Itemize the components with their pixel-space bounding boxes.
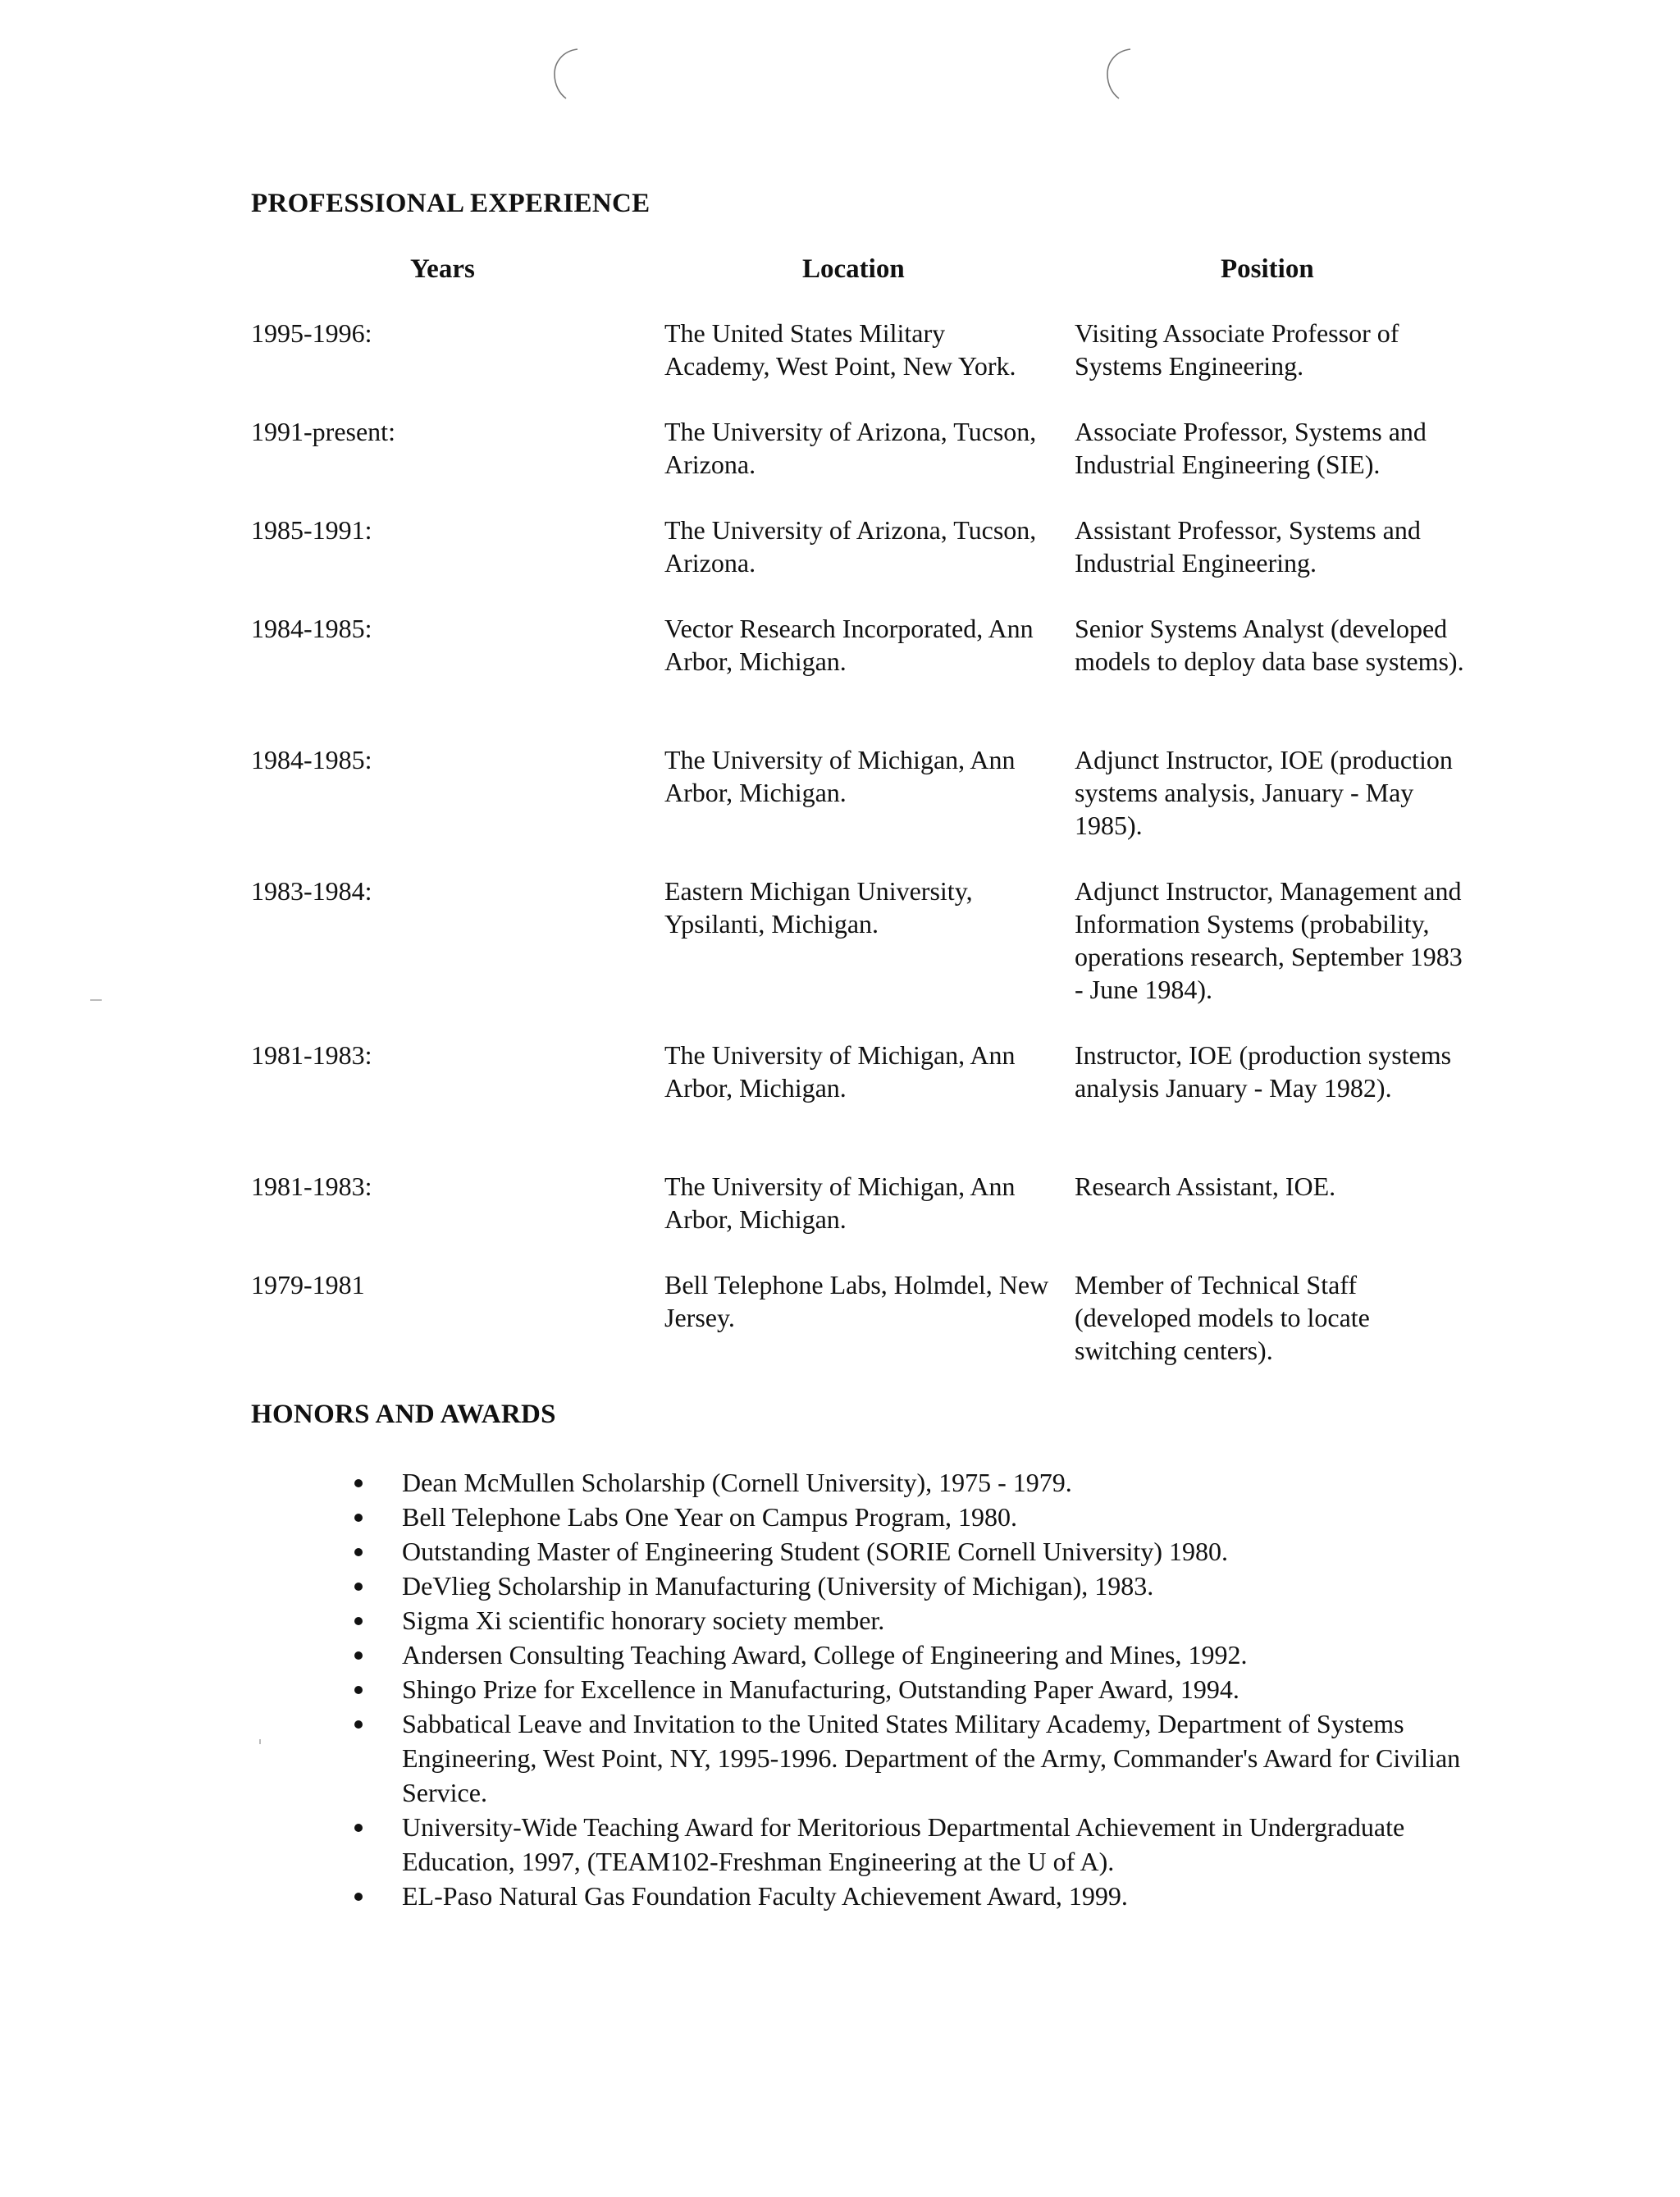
experience-years: 1984-1985: xyxy=(251,745,372,774)
experience-years: 1983-1984: xyxy=(251,876,372,906)
experience-position: Adjunct Instructor, IOE (production systems analysis, January - May 1985). xyxy=(1075,745,1453,840)
column-header-years: Years xyxy=(410,254,475,284)
experience-years: 1995-1996: xyxy=(251,318,372,348)
experience-location: Vector Research Incorporated, Ann Arbor, Michigan. xyxy=(664,614,1034,676)
award-text: DeVlieg Scholarship in Manufacturing (University of Michigan), 1983. xyxy=(402,1571,1154,1601)
experience-location: The University of Arizona, Tucson, Arizona. xyxy=(664,515,1037,578)
award-item xyxy=(402,1569,1468,1603)
award-text: Andersen Consulting Teaching Award, College of Engineering and Mines, 1992. xyxy=(402,1640,1248,1669)
punch-hole-mark-left xyxy=(548,44,581,110)
experience-years: 1981-1983: xyxy=(251,1040,372,1070)
scan-speck xyxy=(259,1739,261,1744)
award-item xyxy=(402,1706,1468,1810)
awards-list xyxy=(402,1465,1468,1913)
award-item xyxy=(402,1603,1468,1637)
bullet-icon xyxy=(354,1824,363,1832)
experience-location: The University of Arizona, Tucson, Arizona. xyxy=(664,417,1037,479)
experience-years: 1985-1991: xyxy=(251,515,372,545)
column-header-location: Location xyxy=(802,254,905,284)
award-text: Bell Telephone Labs One Year on Campus Program, 1980. xyxy=(402,1502,1017,1532)
experience-position: Member of Technical Staff (developed models to locate switching centers). xyxy=(1075,1270,1370,1365)
award-text: EL-Paso Natural Gas Foundation Faculty Achievement Award, 1999. xyxy=(402,1881,1128,1911)
bullet-icon xyxy=(354,1686,363,1694)
section-title-honors-and-awards: HONORS AND AWARDS xyxy=(251,1400,556,1429)
experience-position: Adjunct Instructor, Management and Information Systems (probability, operations research, September 1983 - June 1984). xyxy=(1075,876,1463,1004)
bullet-icon xyxy=(354,1514,363,1522)
bullet-icon xyxy=(354,1651,363,1660)
award-item xyxy=(402,1500,1468,1534)
bullet-icon xyxy=(354,1583,363,1591)
bullet-icon xyxy=(354,1479,363,1487)
experience-position: Research Assistant, IOE. xyxy=(1075,1172,1336,1201)
experience-location: The United States Military Academy, West Point, New York. xyxy=(664,318,1016,381)
scan-speck xyxy=(90,999,102,1001)
award-item xyxy=(402,1879,1468,1913)
experience-years: 1981-1983: xyxy=(251,1172,372,1201)
column-header-position: Position xyxy=(1221,254,1314,284)
experience-years: 1984-1985: xyxy=(251,614,372,643)
experience-location: The University of Michigan, Ann Arbor, Michigan. xyxy=(664,1172,1016,1234)
experience-position: Senior Systems Analyst (developed models to deploy data base systems). xyxy=(1075,614,1464,676)
award-item xyxy=(402,1534,1468,1569)
award-text: University-Wide Teaching Award for Meritorious Departmental Achievement in Undergraduate Education, 1997, (TEAM102-Freshman Engineering at the U of A). xyxy=(402,1812,1405,1876)
experience-position: Instructor, IOE (production systems analysis January - May 1982). xyxy=(1075,1040,1452,1103)
award-text: Shingo Prize for Excellence in Manufacturing, Outstanding Paper Award, 1994. xyxy=(402,1674,1239,1704)
experience-years: 1979-1981 xyxy=(251,1270,365,1299)
award-text: Dean McMullen Scholarship (Cornell University), 1975 - 1979. xyxy=(402,1468,1072,1497)
section-title-professional-experience: PROFESSIONAL EXPERIENCE xyxy=(251,189,651,218)
award-item xyxy=(402,1672,1468,1706)
bullet-icon xyxy=(354,1893,363,1901)
experience-location: Eastern Michigan University, Ypsilanti, Michigan. xyxy=(664,876,973,939)
award-item xyxy=(402,1637,1468,1672)
experience-position: Assistant Professor, Systems and Industrial Engineering. xyxy=(1075,515,1421,578)
experience-location: The University of Michigan, Ann Arbor, Michigan. xyxy=(664,1040,1016,1103)
experience-years: 1991-present: xyxy=(251,417,395,446)
award-text: Outstanding Master of Engineering Student (SORIE Cornell University) 1980. xyxy=(402,1537,1228,1566)
experience-position: Visiting Associate Professor of Systems Engineering. xyxy=(1075,318,1399,381)
award-text: Sabbatical Leave and Invitation to the United States Military Academy, Department of Systems Engineering, West Point, NY, 1995-1996. Department of the Army, Commander's Award for Civilian Service. xyxy=(402,1709,1461,1807)
bullet-icon xyxy=(354,1617,363,1625)
experience-location: Bell Telephone Labs, Holmdel, New Jersey. xyxy=(664,1270,1049,1332)
experience-position: Associate Professor, Systems and Industrial Engineering (SIE). xyxy=(1075,417,1427,479)
bullet-icon xyxy=(354,1720,363,1729)
bullet-icon xyxy=(354,1548,363,1556)
award-item xyxy=(402,1465,1468,1500)
punch-hole-mark-right xyxy=(1101,44,1134,110)
award-text: Sigma Xi scientific honorary society member. xyxy=(402,1606,885,1635)
award-item xyxy=(402,1810,1468,1879)
experience-location: The University of Michigan, Ann Arbor, Michigan. xyxy=(664,745,1016,807)
